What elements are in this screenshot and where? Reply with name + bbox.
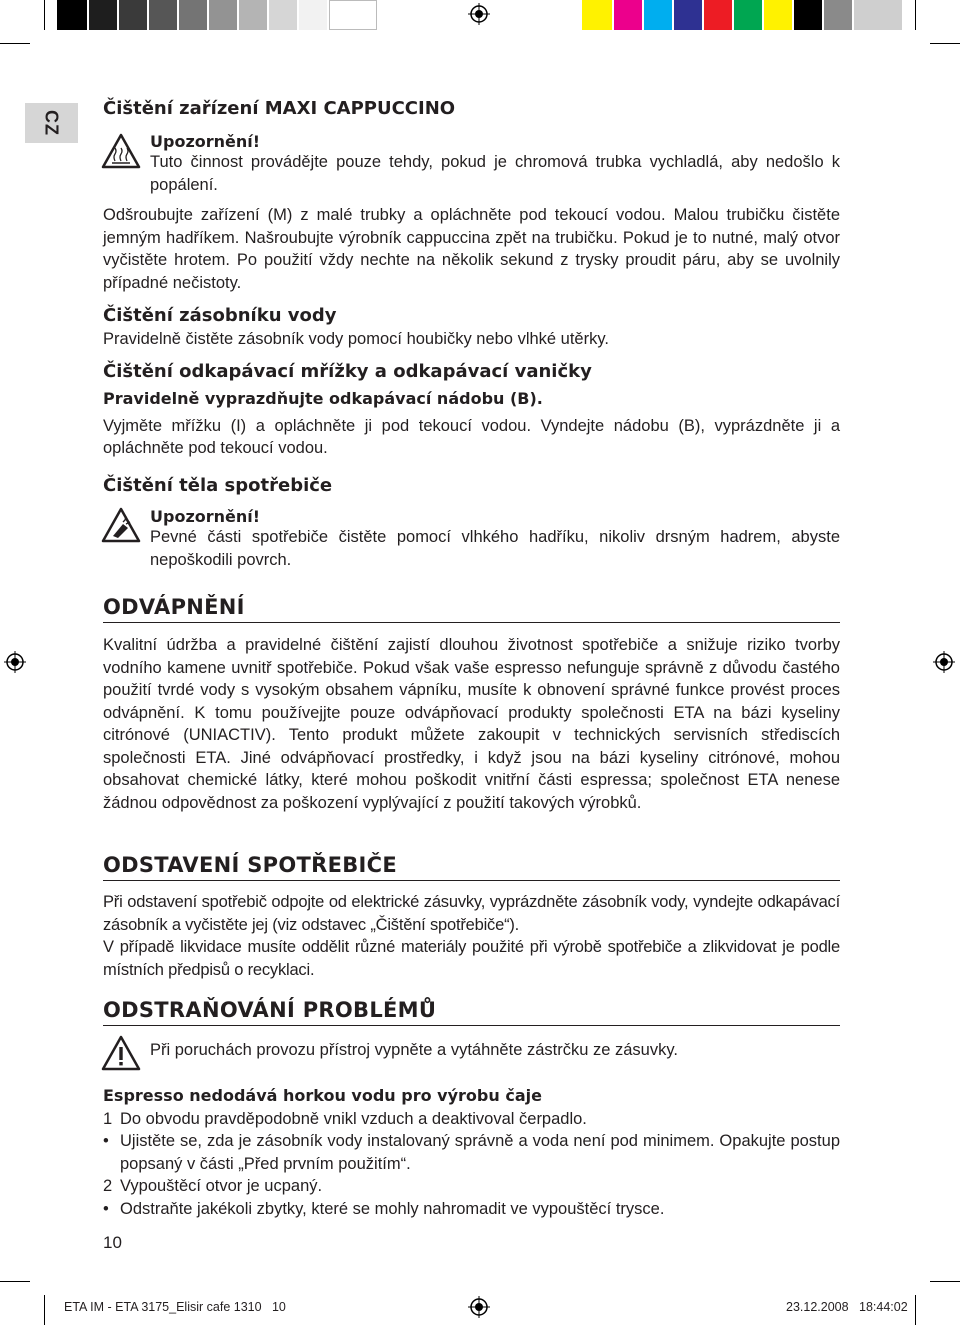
list-marker: • bbox=[103, 1199, 109, 1218]
paragraph: Odšroubujte zařízení (M) z malé trubky a opláchněte pod tekoucí vodou. Malou trubičku čistěte jemným hadříkem. Našroubujte výrobník cappuccina zpět na trubičku. Pokud je to nutné, malý otvor vyčistěte hrotem. Po použití vždy nechte na několik sekund z trysky proudit páru, aby se uvolnily případné nečistoty. bbox=[103, 206, 840, 292]
list-text: Vypouštěcí otvor je ucpaný. bbox=[120, 1177, 323, 1195]
paragraph: Vyjměte mřížku (I) a opláchněte ji pod tekoucí vodou. Vyndejte nádobu (B), vyprázdněte ji a opláchněte pod tekoucí vodou. bbox=[103, 416, 840, 457]
warning-block bbox=[150, 1039, 840, 1062]
process-color-bar bbox=[582, 0, 904, 30]
list-marker: 2 bbox=[103, 1177, 113, 1195]
footer-time: 18:44:02 bbox=[859, 1300, 908, 1314]
section-storage bbox=[103, 853, 840, 877]
section-title: Čištění odkapávací mřížky a odkapávací vaničky bbox=[103, 361, 592, 382]
registration-mark-icon bbox=[933, 651, 955, 673]
section-drip-tray bbox=[103, 361, 840, 460]
section-title: ODSTRAŇOVÁNÍ PROBLÉMŮ bbox=[103, 998, 437, 1022]
maxi-body bbox=[103, 204, 840, 294]
storage-body bbox=[103, 891, 840, 981]
section-title: ODSTAVENÍ SPOTŘEBIČE bbox=[103, 853, 398, 877]
warning-title: Upozornění! bbox=[150, 507, 261, 526]
warning-text: Při poruchách provozu přístroj vypněte a vytáhněte zástrčku ze zásuvky. bbox=[150, 1041, 678, 1059]
paragraph: V případě likvidace musíte oddělit různé materiály použité při výrobě spotřebiče a zlikvidovat je podle místních předpisů o recyklaci. bbox=[103, 938, 840, 979]
descaling-body bbox=[103, 634, 840, 814]
section-title: Čištění zásobníku vody bbox=[103, 305, 337, 326]
caution-wipe-warning-icon bbox=[101, 507, 141, 543]
warning-text: Tuto činnost provádějte pouze tehdy, pokud je chromová trubka vychladlá, aby nedošlo k popálení. bbox=[150, 153, 840, 194]
section-rule bbox=[103, 622, 840, 623]
list-text: Odstraňte jakékoli zbytky, které se mohly nahromadit ve vypouštěcí trysce. bbox=[120, 1199, 665, 1218]
section-body-cleaning bbox=[103, 475, 840, 496]
bold-line: Pravidelně vyprazdňujte odkapávací nádobu (B). bbox=[103, 389, 543, 408]
crop-mark bbox=[915, 0, 916, 30]
list-text: Do obvodu pravděpodobně vnikl vzduch a deaktivoval čerpadlo. bbox=[120, 1109, 587, 1128]
crop-mark bbox=[915, 1295, 916, 1325]
subheading: Espresso nedodává horkou vodu pro výrobu čaje bbox=[103, 1086, 542, 1105]
section-descaling bbox=[103, 595, 840, 619]
list-marker: 1 bbox=[103, 1109, 113, 1128]
registration-mark-icon bbox=[4, 651, 26, 673]
section-rule bbox=[103, 880, 840, 881]
section-maxi-cappuccino bbox=[103, 98, 840, 119]
crop-mark bbox=[0, 1281, 30, 1282]
crop-mark bbox=[0, 43, 30, 44]
language-code: CZ bbox=[42, 110, 62, 136]
troubleshooting-list bbox=[103, 1085, 840, 1220]
crop-mark bbox=[930, 43, 960, 44]
warning-text: Pevné části spotřebiče čistěte pomocí vlhkého hadříku, nikoliv drsným hadrem, abyste nepoškodili povrch. bbox=[150, 528, 840, 569]
section-water-tank bbox=[103, 305, 840, 351]
section-title: ODVÁPNĚNÍ bbox=[103, 595, 245, 619]
list-marker: • bbox=[103, 1132, 109, 1150]
crop-mark bbox=[930, 1281, 960, 1282]
registration-mark-icon bbox=[468, 1296, 490, 1318]
section-title: Čištění těla spotřebiče bbox=[103, 475, 333, 496]
list-item bbox=[103, 1130, 840, 1175]
page-number: 10 bbox=[103, 1233, 122, 1252]
grayscale-color-bar bbox=[57, 0, 379, 30]
footer-date: 23.12.2008 bbox=[786, 1300, 849, 1314]
section-rule bbox=[103, 1025, 840, 1026]
paragraph: Pravidelně čistěte zásobník vody pomocí houbičky nebo vlhké utěrky. bbox=[103, 330, 609, 348]
list-text: Ujistěte se, zda je zásobník vody instalovaný správně a voda není pod minimem. Opakujte postup popsaný v části „Před prvním použitím“. bbox=[120, 1132, 840, 1173]
registration-mark-icon bbox=[468, 3, 490, 25]
language-tab bbox=[25, 103, 78, 143]
crop-mark bbox=[44, 0, 45, 30]
warning-exclamation-icon bbox=[101, 1035, 141, 1071]
crop-mark bbox=[44, 1295, 45, 1325]
footer-file-info: ETA IM - ETA 3175_Elisir cafe 1310 10 bbox=[64, 1300, 286, 1314]
warning-block bbox=[150, 507, 840, 571]
section-troubleshooting bbox=[103, 998, 840, 1022]
list-item bbox=[103, 1175, 840, 1198]
list-item bbox=[103, 1198, 840, 1221]
hot-surface-warning-icon bbox=[101, 133, 141, 169]
section-title: Čištění zařízení MAXI CAPPUCCINO bbox=[103, 98, 456, 119]
paragraph: Při odstavení spotřebič odpojte od elektrické zásuvky, vyprázdněte zásobník vody, vyndejte odkapávací zásobník a vyčistěte jej (viz odstavec „Čištění spotřebiče“). bbox=[103, 893, 840, 934]
paragraph: Kvalitní údržba a pravidelné čištění zajistí dlouhou životnost spotřebiče a snižuje riziko tvorby vodního kamene uvnitř spotřebiče. Pokud však vaše espresso nefunguje správně z důvodu častého použití tvrdé vody s vysokým obsahem vápníku, musíte k obnovení správné funkce provést proces odvápnění. K tomu používejjte pouze odvápňovací produkty společnosti ETA na bázi kyseliny citrónové (UNIACTIV). Tento produkt můžete zakoupit v technických servisních střediscích společnosti ETA. Jiné odvápňovací prostředky, i když jsou na bázi kyseliny citrónové, mohou obsahovat chemické látky, které mohou poškodit vnitřní části espressa; společnost ETA nenese žádnou odpovědnost za poškození vyplývající z použití takových výrobků. bbox=[103, 636, 840, 812]
warning-title: Upozornění! bbox=[150, 132, 261, 151]
list-item bbox=[103, 1108, 840, 1131]
warning-block bbox=[150, 132, 840, 196]
